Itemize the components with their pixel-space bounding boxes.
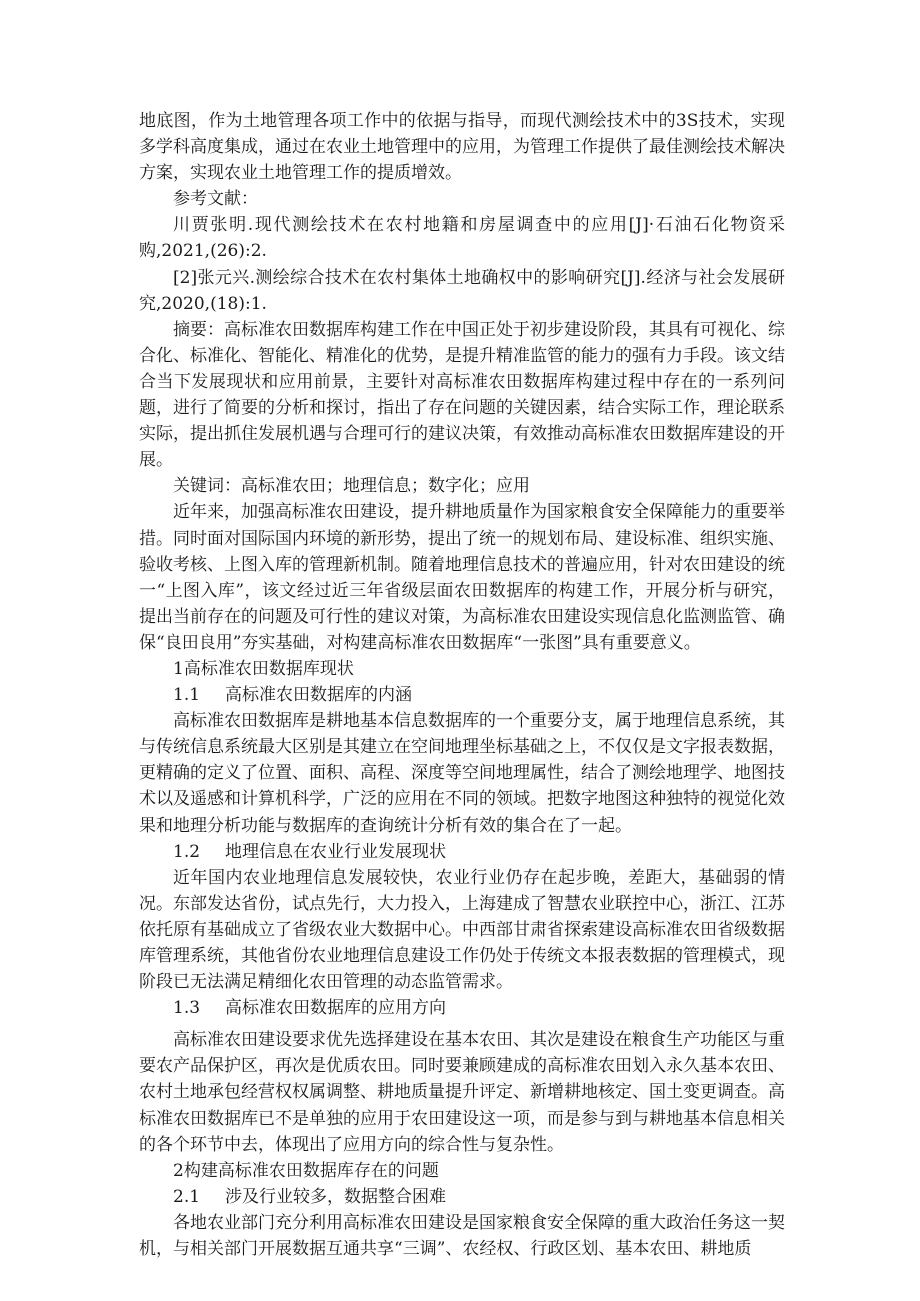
section-1-2-title: 地理信息在农业行业发展现状 [225, 841, 446, 862]
abstract: 摘要：高标准农田数据库构建工作在中国正处于初步建设阶段，其具有可视化、综合化、标准化、智能化、精准化的优势，是提升精准监管的能力的强有力手段。该文结合当下发展现状和应用前景，主要针对高标准农田数据库构建过程中存在的一系列问题，进行了简要的分析和探讨，指出了存在问题的关键因素，结合实际工作，理论联系实际，提出抓住发展机遇与合理可行的建议决策，有效推动高标准农田数据库建设的开展。 [139, 319, 785, 471]
section-1-3-number: 1.3 [173, 998, 201, 1019]
section-1-3-heading [139, 995, 785, 1021]
intro-body: 近年来，加强高标准农田建设，提升耕地质量作为国家粮食安全保障能力的重要举措。同时面对国际国内环境的新形势，提出了统一的规划布局、建设标准、组织实施、验收考核、上图入库的管理新机制。随着地理信息技术的普遍应用，针对农田建设的统一“上图入库”，该文经过近三年省级层面农田数据库的构建工作，开展分析与研究，提出当前存在的问题及可行性的建议对策，为高标准农田建设实现信息化监测监管、确保“良田良用”夯实基础，对构建高标准农田数据库“一张图”具有重要意义。 [139, 502, 785, 653]
section-1-1-heading [139, 682, 785, 708]
keywords: 关键词：高标准农田；地理信息；数字化；应用 [173, 476, 530, 497]
section-1-title: 1高标准农田数据库现状 [173, 658, 354, 679]
section-1-2-number: 1.2 [173, 841, 201, 862]
section-1-2-body: 近年国内农业地理信息发展较快，农业行业仍存在起步晚，差距大，基础弱的情况。东部发达省份，试点先行，大力投入，上海建成了智慧农业联控中心，浙江、江苏依托原有基础成立了省级农业大数据中心。中西部甘肃省探索建设高标准农田省级数据库管理系统，其他省份农业地理信息建设工作仍处于传统文本报表数据的管理模式，现阶段已无法满足精细化农田管理的动态监管需求。 [139, 867, 785, 993]
reference-item-2: [2]张元兴.测绘综合技术在农村集体土地确权中的影响研究[J].经济与社会发展研究,2020,(18):1. [139, 267, 785, 314]
section-2-1-title: 涉及行业较多，数据整合困难 [225, 1186, 446, 1207]
references-label: 参考文献： [173, 189, 258, 210]
section-2-1-heading [139, 1184, 785, 1210]
section-1-1-body: 高标准农田数据库是耕地基本信息数据库的一个重要分支，属于地理信息系统，其与传统信息系统最大区别是其建立在空间地理坐标基础之上，不仅仅是文字报表数据，更精确的定义了位置、面积、高程、深度等空间地理属性，结合了测绘地理学、地图技术以及遥感和计算机科学，广泛的应用在不同的领域。把数字地图这种独特的视觉化效果和地理分析功能与数据库的查询统计分析有效的集合在了一起。 [139, 711, 785, 836]
section-1-3-title: 高标准农田数据库的应用方向 [225, 998, 446, 1019]
section-2-1-number: 2.1 [173, 1186, 201, 1207]
section-2-title: 2构建高标准农田数据库存在的问题 [173, 1160, 439, 1181]
section-2-1-body: 各地农业部门充分利用高标准农田建设是国家粮食安全保障的重大政治任务这一契机，与相关部门开展数据互通共享“三调”、农经权、行政区划、基本农田、耕地质 [139, 1212, 785, 1260]
section-1-1-number: 1.1 [173, 685, 201, 706]
document-page [139, 108, 785, 1262]
intro-paragraph: 地底图，作为土地管理各项工作中的依据与指导，而现代测绘技术中的3S技术，实现多学科高度集成，通过在农业土地管理中的应用，为管理工作提供了最佳测绘技术解决方案，实现农业土地管理工作的提质增效。 [139, 111, 785, 184]
section-1-1-title: 高标准农田数据库的内涵 [225, 685, 412, 706]
section-1-3-body: 高标准农田建设要求优先选择建设在基本农田、其次是建设在粮食生产功能区与重要农产品保护区，再次是优质农田。同时要兼顾建成的高标准农田划入永久基本农田、农村土地承包经营权权属调整、耕地质量提升评定、新增耕地核定、国土变更调查。高标准农田数据库已不是单独的应用于农田建设这一项，而是参与到与耕地基本信息相关的各个环节中去，体现出了应用方向的综合性与复杂性。 [139, 1030, 785, 1155]
section-1-2-heading [139, 839, 785, 865]
reference-item-1: 川贾张明.现代测绘技术在农村地籍和房屋调查中的应用[J]·石油石化物资采购,2021,(26):2. [139, 215, 785, 262]
